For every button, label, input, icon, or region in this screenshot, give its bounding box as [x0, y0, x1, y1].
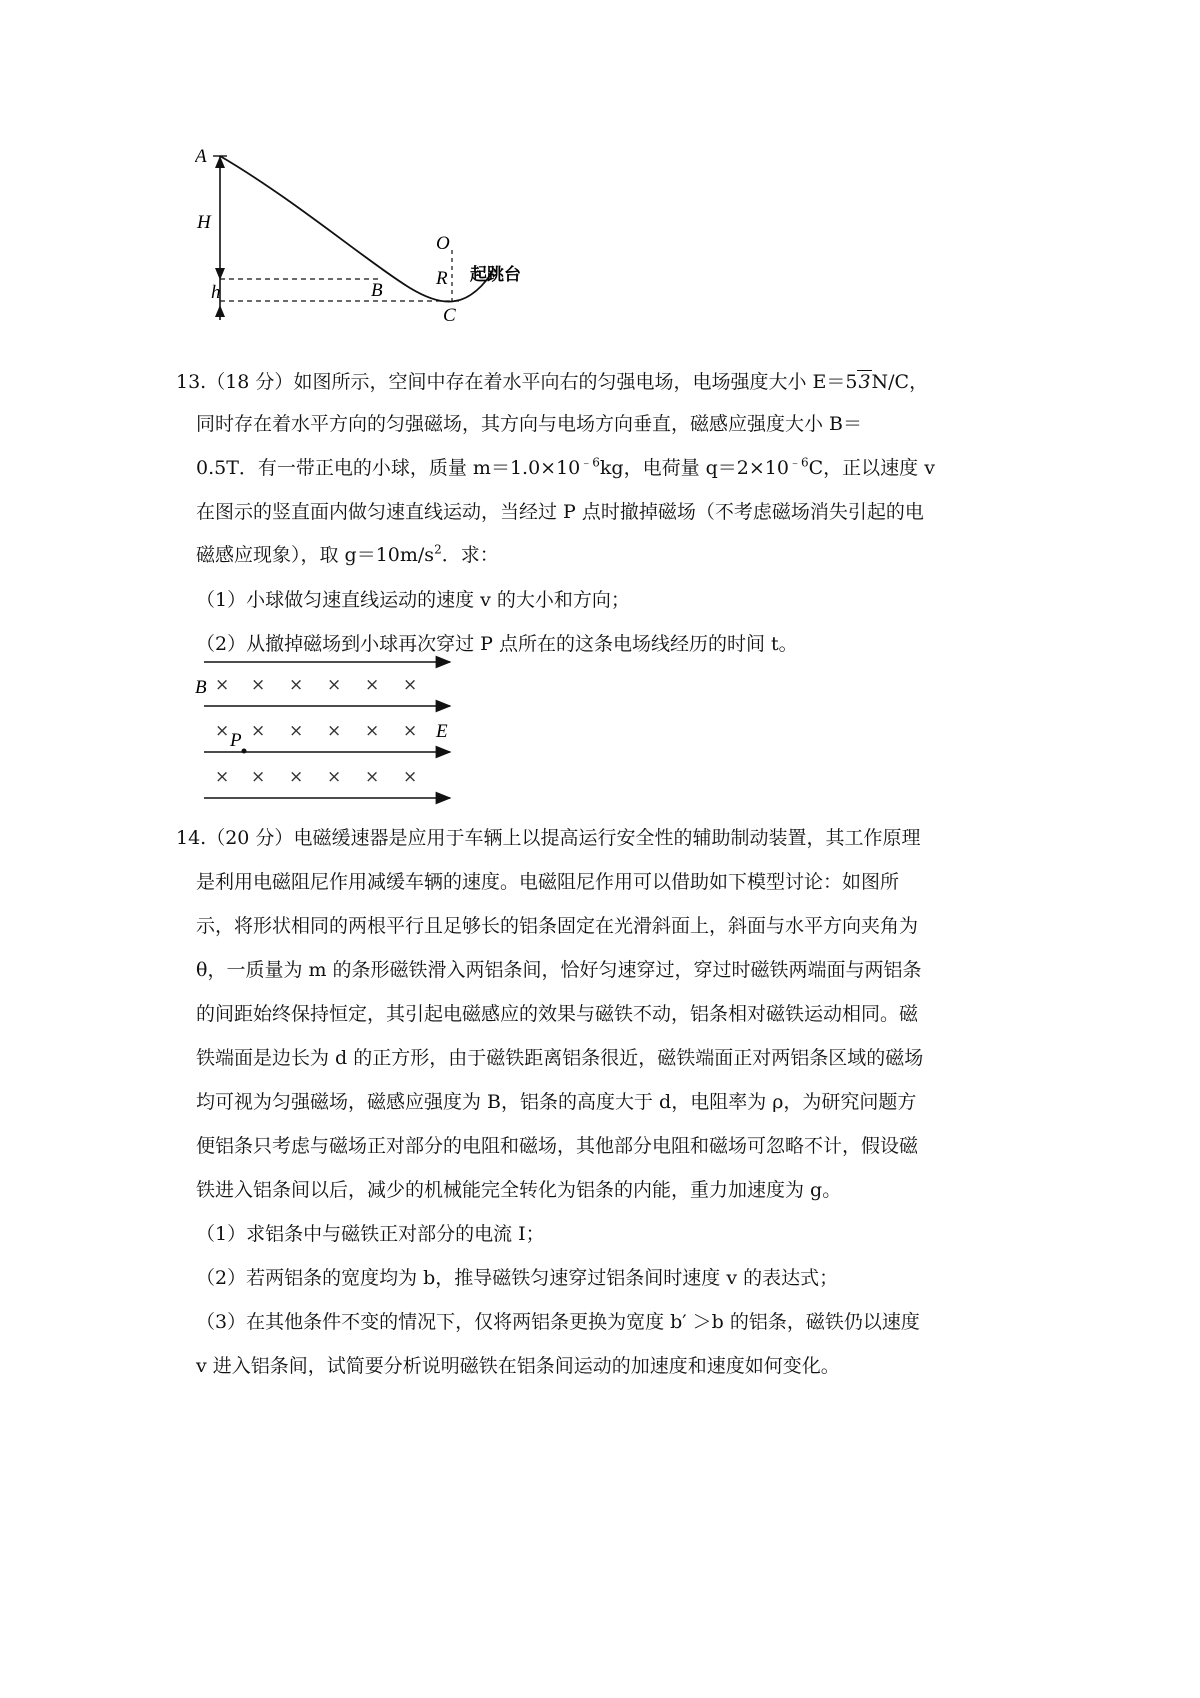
field-cross-2-2: ×	[289, 767, 304, 787]
field-cross-1-5: ×	[403, 721, 418, 741]
q14-points: （20 分）	[206, 827, 294, 849]
label-b: B	[371, 280, 383, 301]
q14-line-7: 均可视为匀强磁场，磁感应强度为 B，铝条的高度大于 d，电阻率为 ρ，为研究问题方	[196, 1091, 917, 1113]
label-a: A	[195, 146, 207, 167]
q14-line-4: θ，一质量为 m 的条形磁铁滑入两铝条间，恰好匀速穿过，穿过时磁铁两端面与两铝条	[196, 959, 922, 981]
label-p: P	[230, 730, 242, 751]
field-cross-0-2: ×	[289, 675, 304, 695]
field-cross-1-1: ×	[251, 721, 266, 741]
q14-line-6: 铁端面是边长为 d 的正方形，由于磁铁距离铝条很近，磁铁端面正对两铝条区域的磁场	[196, 1047, 924, 1069]
field-cross-1-2: ×	[289, 721, 304, 741]
label-e-field: E	[436, 721, 448, 742]
q13-line-5: 磁感应现象），取 $g=10m/s^2$．求：	[196, 542, 499, 566]
point-p	[242, 749, 247, 754]
q14-sub-3-cont: v 进入铝条间，试简要分析说明磁铁在铝条间运动的加速度和速度如何变化。	[196, 1355, 840, 1377]
label-b-field: B	[195, 677, 207, 698]
label-c: C	[443, 305, 456, 326]
field-cross-1-0: ×	[215, 721, 230, 741]
field-cross-1-4: ×	[365, 721, 380, 741]
q13-sub-1: （1）小球做匀速直线运动的速度 v 的大小和方向；	[196, 589, 630, 611]
label-h-upper: H	[197, 212, 211, 233]
label-o: O	[436, 233, 450, 254]
field-cross-2-1: ×	[251, 767, 266, 787]
arrow-down-mid	[215, 268, 225, 280]
field-cross-2-4: ×	[365, 767, 380, 787]
field-cross-2-5: ×	[403, 767, 418, 787]
q14-sub-1: （1）求铝条中与磁铁正对部分的电流 I；	[196, 1223, 545, 1245]
track-curve	[220, 156, 493, 302]
q14-line-1: 14.（20 分）电磁缓速器是应用于车辆上以提高运行安全性的辅助制动装置，其工作原理	[176, 827, 921, 849]
q13-number: 13.	[176, 371, 207, 393]
q14-line-3: 示，将形状相同的两根平行且足够长的铝条固定在光滑斜面上，斜面与水平方向夹角为	[196, 915, 919, 937]
label-h-lower: h	[211, 282, 221, 303]
q14-number: 14.	[176, 827, 207, 849]
q14-sub-3: （3）在其他条件不变的情况下，仅将两铝条更换为宽度 b′ ＞b 的铝条，磁铁仍以速度	[196, 1311, 920, 1333]
field-cross-0-3: ×	[327, 675, 342, 695]
field-cross-0-4: ×	[365, 675, 380, 695]
arrow-up-bottom	[215, 305, 225, 317]
q13-points: （18 分）	[206, 371, 294, 393]
field-cross-0-5: ×	[403, 675, 418, 695]
field-cross-1-3: ×	[327, 721, 342, 741]
label-r: R	[436, 268, 448, 289]
field-cross-0-1: ×	[251, 675, 266, 695]
field-figure	[192, 648, 472, 823]
q14-line-8: 便铝条只考虑与磁场正对部分的电阻和磁场，其他部分电阻和磁场可忽略不计，假设磁	[196, 1135, 919, 1157]
q14-sub-2: （2）若两铝条的宽度均为 b，推导磁铁匀速穿过铝条间时速度 v 的表达式；	[196, 1267, 839, 1289]
q13-sub-2: （2）从撤掉磁场到小球再次穿过 P 点所在的这条电场线经历的时间 t。	[196, 633, 798, 655]
magnetic-field-crosses	[215, 675, 417, 787]
platform-label: 起跳台	[470, 265, 521, 285]
q13-line-4: 在图示的竖直面内做匀速直线运动，当经过 P 点时撤掉磁场（不考虑磁场消失引起的电	[196, 501, 924, 523]
field-cross-2-3: ×	[327, 767, 342, 787]
q14-line-2: 是利用电磁阻尼作用减缓车辆的速度。电磁阻尼作用可以借助如下模型讨论：如图所	[196, 871, 900, 893]
ski-jump-figure	[195, 140, 555, 360]
q14-line-9: 铁进入铝条间以后，减少的机械能完全转化为铝条的内能，重力加速度为 g。	[196, 1179, 842, 1201]
sqrt-symbol: 3	[858, 371, 871, 393]
q13-line-1: 13.（18 分）如图所示，空间中存在着水平向右的匀强电场，电场强度大小 E＝53N/C，	[176, 371, 929, 393]
field-cross-2-0: ×	[215, 767, 230, 787]
q13-line-3: 0.5T．有一带正电的小球，质量 $m=1.0\times 10^{﹣6}kg$，电荷量 $q=2\times 10^{﹣6}C$，正以速度 v	[196, 455, 935, 479]
field-cross-0-0: ×	[215, 675, 230, 695]
q13-line-2: 同时存在着水平方向的匀强磁场，其方向与电场方向垂直，磁感应强度大小 B＝	[196, 413, 863, 435]
q14-line-5: 的间距始终保持恒定，其引起电磁感应的效果与磁铁不动，铝条相对磁铁运动相同。磁	[196, 1003, 919, 1025]
